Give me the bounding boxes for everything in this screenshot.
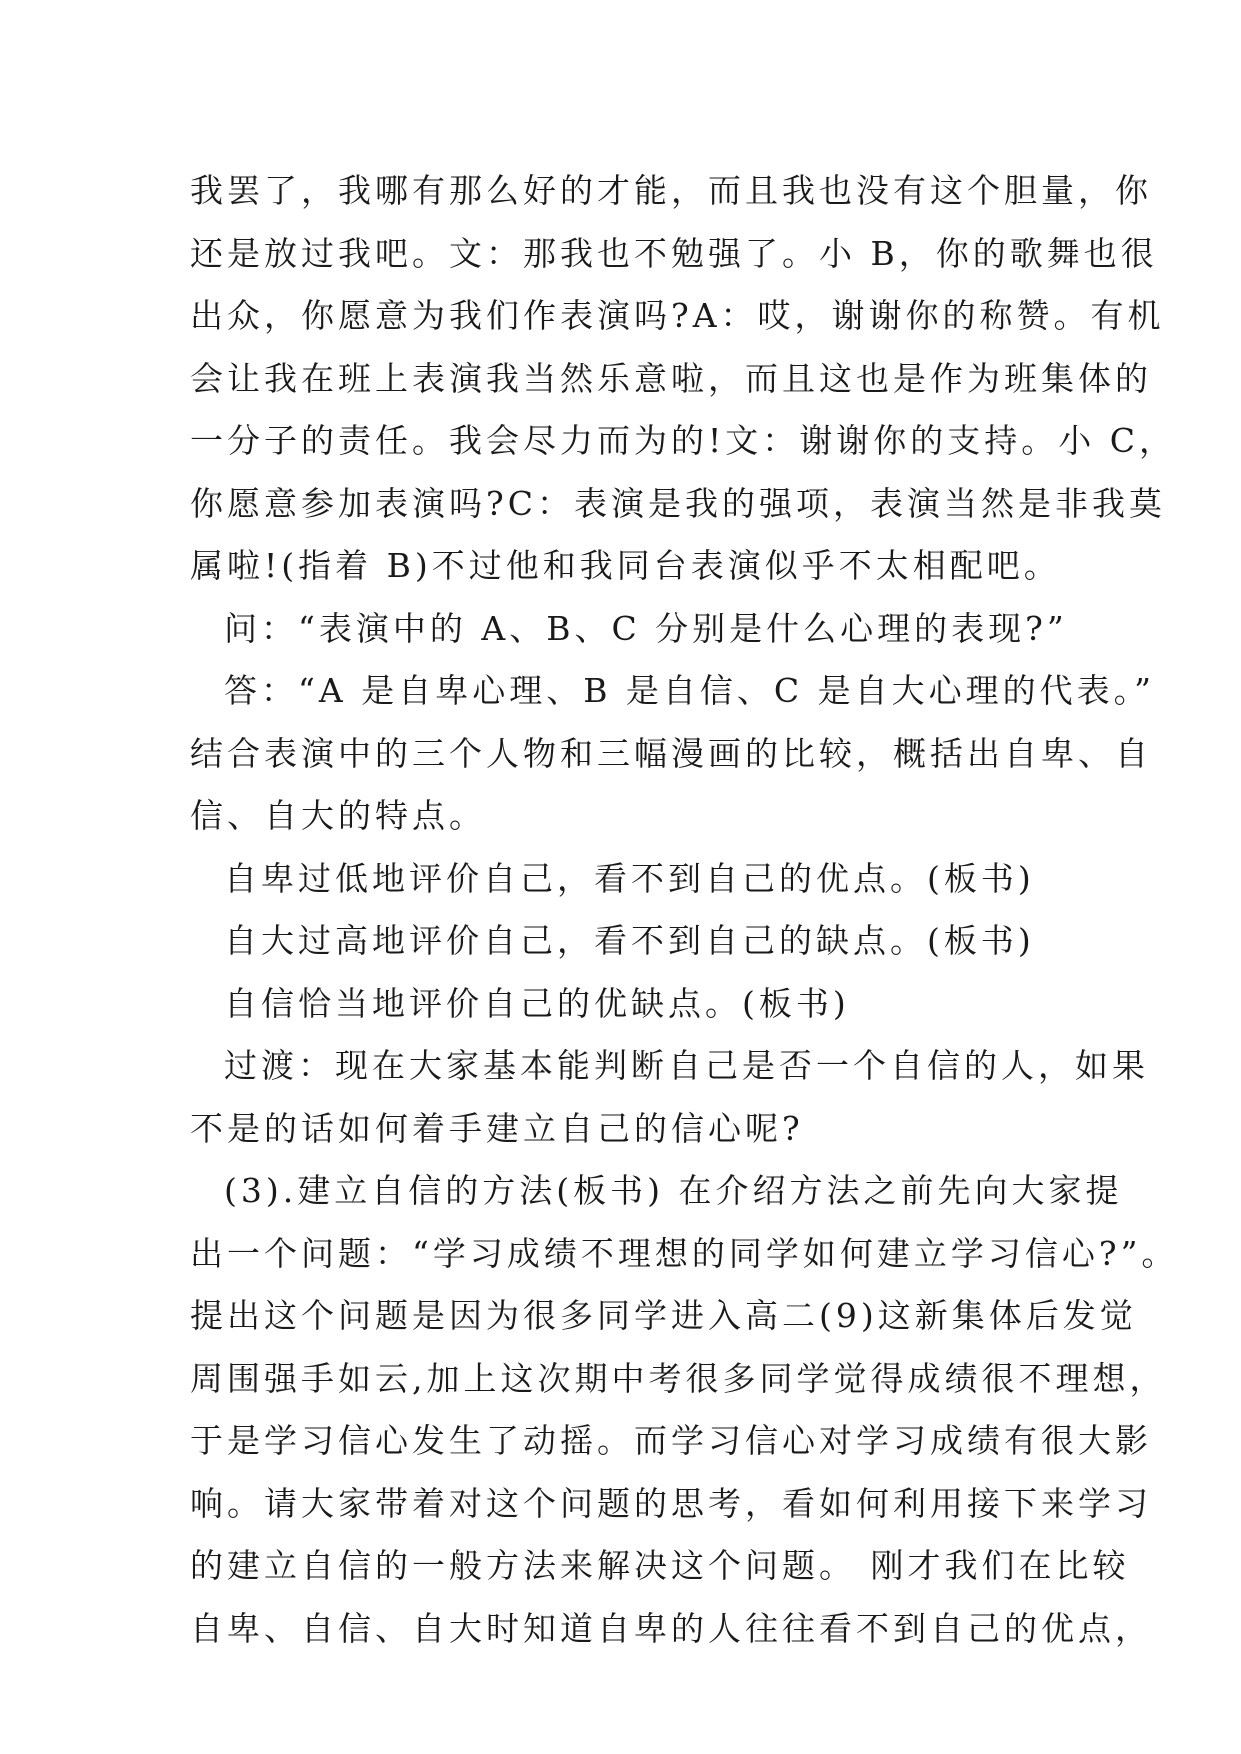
text-line: 信、自大的特点。 xyxy=(190,796,486,835)
text-line: 于是学习信心发生了动摇。而学习信心对学习成绩有很大影 xyxy=(190,1421,1152,1460)
text-line: 出众，你愿意为我们作表演吗?A：哎，谢谢你的称赞。有机 xyxy=(190,296,1165,335)
transition-line: 过渡：现在大家基本能判断自己是否一个自信的人，如果 xyxy=(224,1046,1149,1085)
text-line: 我罢了，我哪有那么好的才能，而且我也没有这个胆量，你 xyxy=(190,171,1152,210)
text-line: 你愿意参加表演吗?C：表演是我的强项，表演当然是非我莫 xyxy=(190,483,1166,523)
text-line: 自卑、自信、自大时知道自卑的人往往看不到自己的优点， xyxy=(190,1608,1152,1648)
definition-arrogance: 自大过高地评价自己，看不到自己的缺点。(板书) xyxy=(224,921,1035,960)
text-line: 响。请大家带着对这个问题的思考，看如何利用接下来学习 xyxy=(190,1483,1152,1523)
definition-confidence: 自信恰当地评价自己的优缺点。(板书) xyxy=(224,983,850,1023)
text-line: 会让我在班上表演我当然乐意啦，而且这也是作为班集体的 xyxy=(190,358,1152,398)
definition-inferiority: 自卑过低地评价自己，看不到自己的优点。(板书) xyxy=(224,858,1035,898)
section-heading-line: (3).建立自信的方法(板书) 在介绍方法之前先向大家提 xyxy=(224,1171,1123,1210)
text-line: 结合表演中的三个人物和三幅漫画的比较，概括出自卑、自 xyxy=(190,733,1152,773)
text-line: 周围强手如云,加上这次期中考很多同学觉得成绩很不理想， xyxy=(190,1358,1167,1398)
text-line: 的建立自信的一般方法来解决这个问题。 刚才我们在比较 xyxy=(190,1546,1130,1585)
text-line: 出一个问题：“学习成绩不理想的同学如何建立学习信心?”。 xyxy=(190,1233,1179,1273)
text-line: 提出这个问题是因为很多同学进入高二(9)这新集体后发觉 xyxy=(190,1296,1137,1335)
text-line: 属啦!(指着 B)不过他和我同台表演似乎不太相配吧。 xyxy=(190,546,1061,585)
question-line: 问：“表演中的 A、B、C 分别是什么心理的表现?” xyxy=(224,608,1068,648)
body-text xyxy=(190,160,1179,1660)
text-line: 不是的话如何着手建立自己的信心呢? xyxy=(190,1108,804,1148)
answer-line: 答：“A 是自卑心理、B 是自信、C 是自大心理的代表。” xyxy=(224,671,1156,710)
text-line: 一分子的责任。我会尽力而为的!文：谢谢你的支持。小 C， xyxy=(190,421,1177,460)
text-line: 还是放过我吧。文：那我也不勉强了。小 B，你的歌舞也很 xyxy=(190,233,1158,273)
